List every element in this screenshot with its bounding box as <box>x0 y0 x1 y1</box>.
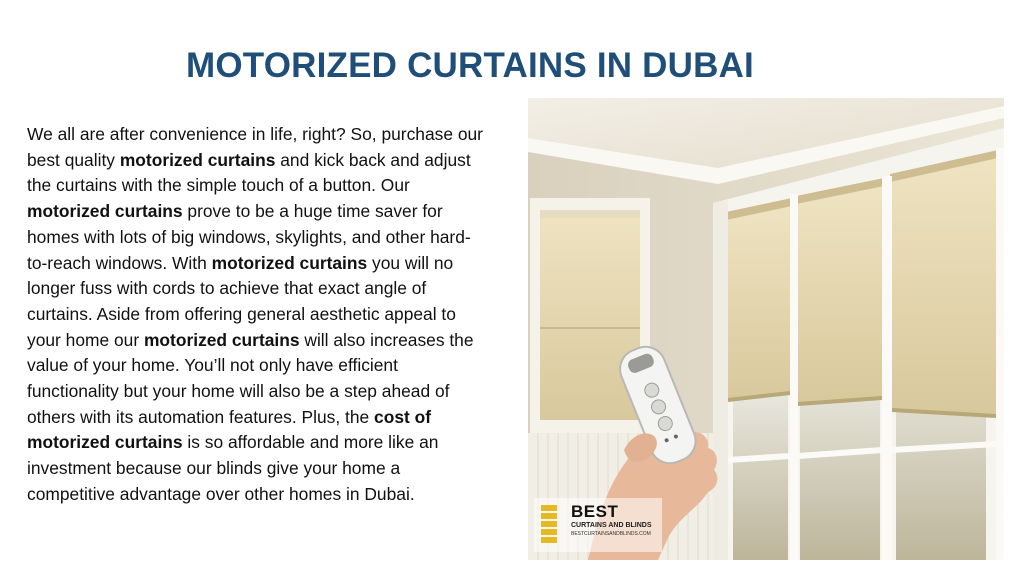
text-run: prove to be a huge time saver for homes with lots of big windows, skylights, and other hard-to-reach windows. With <box>27 201 471 273</box>
text-run: and kick back and adjust the curtains with the simple touch of a button. Our <box>27 149 471 196</box>
bold-keyword: motorized curtains <box>119 149 276 170</box>
text-run: is so affordable and more like an investment because our blinds give your home a competitive advantage over other homes in Dubai. <box>27 432 439 504</box>
bold-keyword: motorized curtains <box>211 252 368 273</box>
logo-url: BESTCURTAINSANDBLINDS.COM <box>571 531 651 537</box>
bold-keyword: motorized curtains <box>143 329 300 350</box>
logo-name: BEST <box>571 502 619 521</box>
logo-tagline: CURTAINS AND BLINDS <box>571 522 652 529</box>
text-run: will also increases the value of your home. You’ll not only have efficient functionality but your home will also be a step ahead of others with its automation features. Plus, the <box>27 329 474 427</box>
bold-keyword: cost of motorized curtains <box>27 406 432 453</box>
bold-keyword: motorized curtains <box>27 201 183 222</box>
slide-title: MOTORIZED CURTAINS IN DUBAI <box>186 46 754 85</box>
motorized-blinds-illustration <box>528 98 1004 560</box>
body-paragraph <box>27 122 489 508</box>
logo-stripes-icon <box>541 505 557 543</box>
brand-logo <box>541 503 659 547</box>
curtain-photo <box>528 98 1004 560</box>
text-run: We all are after convenience in life, right? So, purchase our best quality <box>27 124 483 170</box>
text-run: you will no longer fuss with cords to achieve that exact angle of curtains. Aside from offering general aesthetic appeal to your home our <box>27 252 456 350</box>
